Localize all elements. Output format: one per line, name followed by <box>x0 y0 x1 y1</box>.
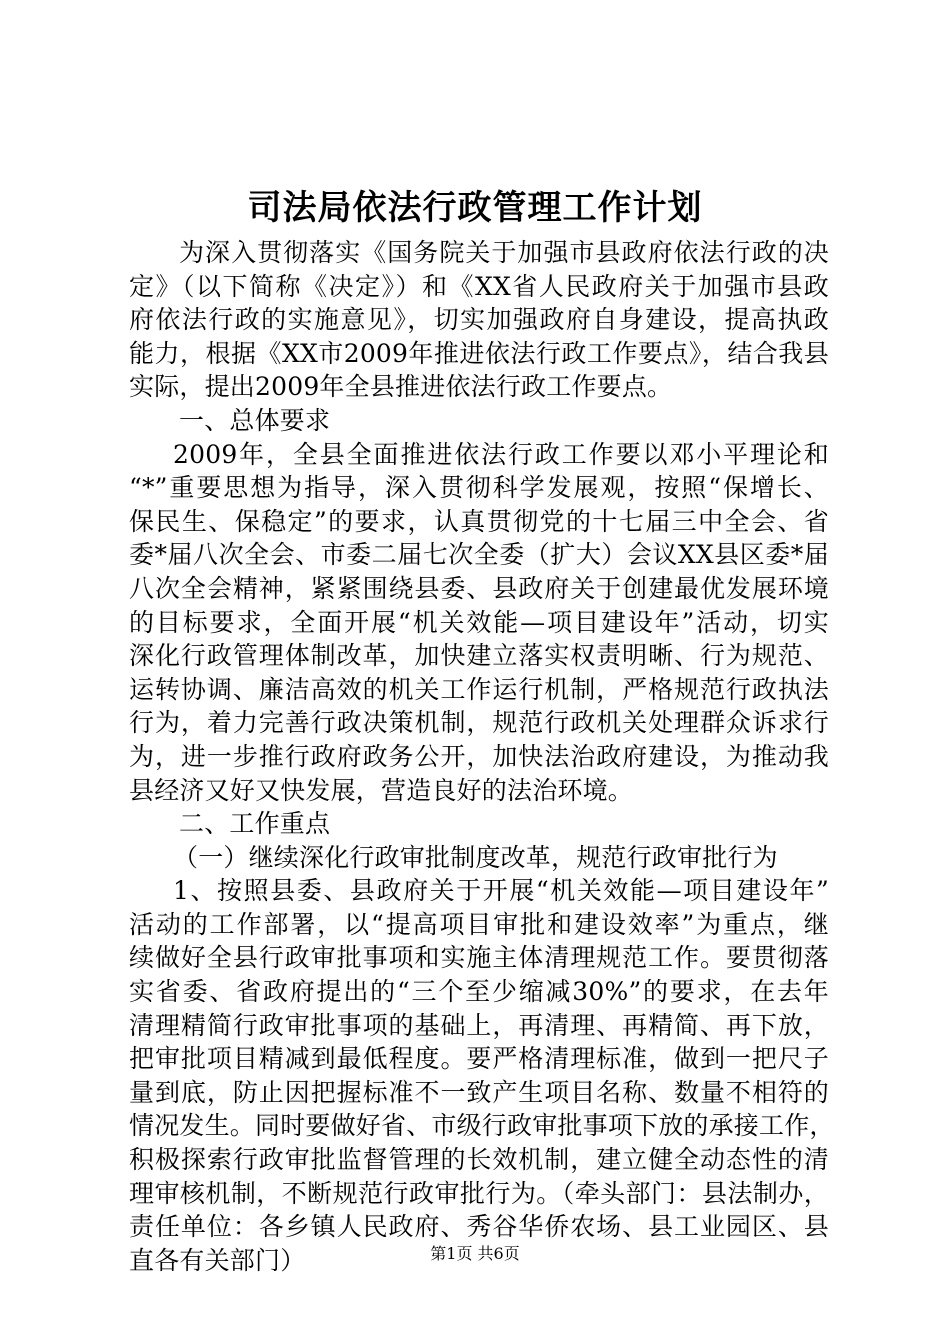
paragraph-line: 量到底，防止因把握标准不一致产生项目名称、数量不相符的 <box>129 1077 829 1107</box>
paragraph-line: 责任单位：各乡镇人民政府、秀谷华侨农场、县工业园区、县 <box>129 1212 829 1242</box>
subsection-heading: （一）继续深化行政审批制度改革，规范行政审批行为 <box>173 842 778 872</box>
paragraph-line: 活动的工作部署，以“提高项目审批和建设效率”为重点，继 <box>129 909 829 939</box>
paragraph-line: 1、按照县委、县政府关于开展“机关效能—项目建设年” <box>173 876 829 906</box>
paragraph-line: 为深入贯彻落实《国务院关于加强市县政府依法行政的决 <box>179 238 829 267</box>
paragraph-line: 委*届八次全会、市委二届七次全委（扩大）会议XX县区委*届 <box>129 540 829 570</box>
paragraph-line: 把审批项目精减到最低程度。要严格清理标准，做到一把尺子 <box>129 1044 829 1074</box>
paragraph-line: 理审核机制，不断规范行政审批行为。（牵头部门：县法制办， <box>129 1178 829 1208</box>
section-heading: 二、工作重点 <box>179 809 331 839</box>
paragraph-line: 为，进一步推行政府政务公开，加快法治政府建设，为推动我 <box>129 741 829 771</box>
paragraph-line: 府依法行政的实施意见》，切实加强政府自身建设，提高执政 <box>129 305 829 335</box>
paragraph-line: 2009年，全县全面推进依法行政工作要以邓小平理论和 <box>173 439 829 469</box>
paragraph-line: 行为，着力完善行政决策机制，规范行政机关处理群众诉求行 <box>129 708 829 738</box>
paragraph-line: 运转协调、廉洁高效的机关工作运行机制，严格规范行政执法 <box>129 674 829 704</box>
paragraph-line: 县经济又好又快发展，营造良好的法治环境。 <box>129 775 634 805</box>
paragraph-line: 深化行政管理体制改革，加快建立落实权责明晰、行为规范、 <box>129 641 829 671</box>
paragraph-line: 直各有关部门） <box>129 1245 306 1275</box>
paragraph-line: 八次全会精神，紧紧围绕县委、县政府关于创建最优发展环境 <box>129 573 829 603</box>
paragraph-line: 积极探索行政审批监督管理的长效机制，建立健全动态性的清 <box>129 1145 829 1175</box>
paragraph-line: “*”重要思想为指导，深入贯彻科学发展观，按照“保增长、 <box>129 473 829 503</box>
document-body <box>129 236 835 1277</box>
paragraph-line: 实际，提出2009年全县推进依法行政工作要点。 <box>129 372 673 402</box>
paragraph-line: 的目标要求，全面开展“机关效能—项目建设年”活动，切实 <box>129 607 829 637</box>
paragraph-line: 续做好全县行政审批事项和实施主体清理规范工作。要贯彻落 <box>129 943 829 973</box>
page-number: 第1页 共6页 <box>430 1244 520 1263</box>
section-heading: 一、总体要求 <box>179 405 331 435</box>
document-title: 司法局依法行政管理工作计划 <box>247 188 703 228</box>
paragraph-line: 清理精简行政审批事项的基础上，再清理、再精简、再下放， <box>129 1010 829 1040</box>
paragraph-line: 实省委、省政府提出的“三个至少缩减30%”的要求，在去年 <box>129 977 829 1007</box>
paragraph-line: 保民生、保稳定”的要求，认真贯彻党的十七届三中全会、省 <box>129 506 829 536</box>
paragraph-line: 定》（以下简称《决定》）和《XX省人民政府关于加强市县政 <box>129 271 829 301</box>
paragraph-line: 情况发生。同时要做好省、市级行政审批事项下放的承接工作， <box>129 1111 835 1141</box>
paragraph-line: 能力，根据《XX市2009年推进依法行政工作要点》，结合我县 <box>129 338 829 368</box>
